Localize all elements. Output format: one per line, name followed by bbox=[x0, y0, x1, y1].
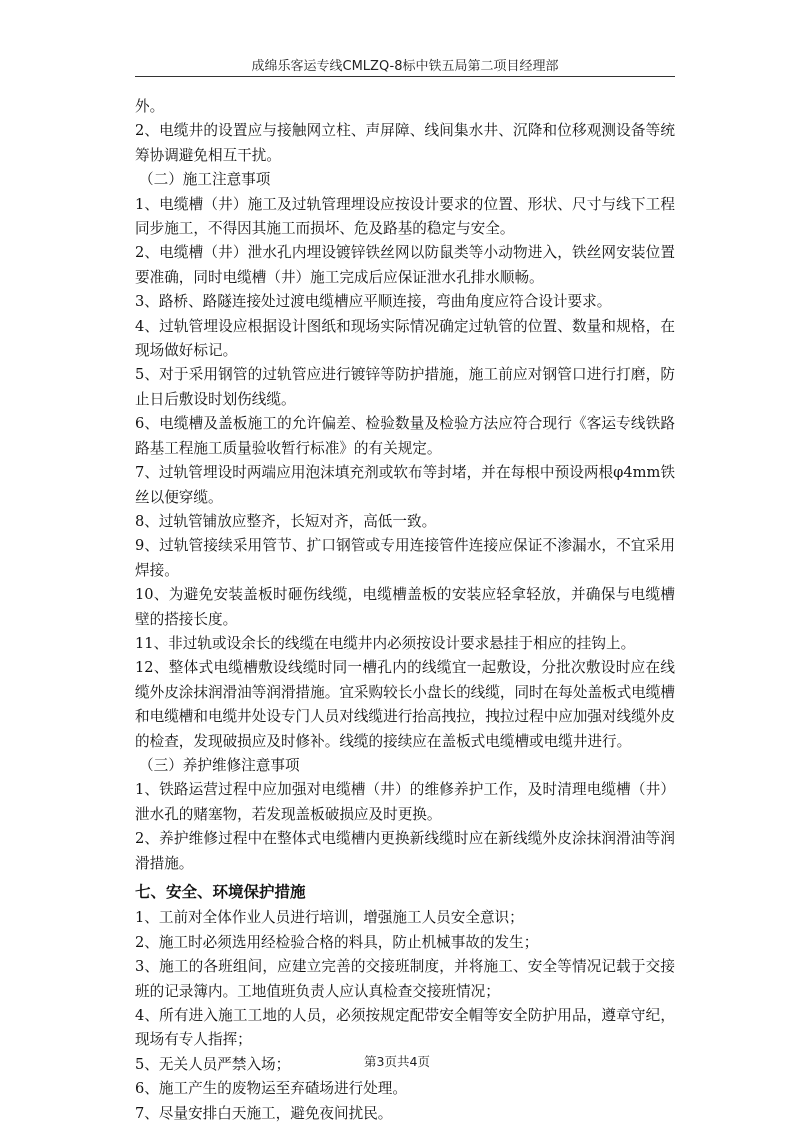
paragraph: 外。 bbox=[135, 98, 165, 115]
list-item: 6、施工产生的废物运至弃碴场进行处理。 bbox=[135, 1080, 407, 1098]
paragraph: 2、养护维修过程中在整体式电缆槽内更换新线缆时应在新线缆外皮涂抹润滑油等润滑措施。 bbox=[135, 830, 675, 872]
paragraph: 6、电缆槽及盖板施工的允许偏差、检验数量及检验方法应符合现行《客运专线铁路路基工程施工质量验收暂行标准》的有关规定。 bbox=[135, 415, 675, 457]
paragraph: 4、过轨管埋设应根据设计图纸和现场实际情况确定过轨管的位置、数量和规格，在现场做好标记。 bbox=[135, 317, 675, 360]
paragraph: 9、过轨管接续采用管节、扩口钢管或专用连接管件连接应保证不渗漏水，不宜采用焊接。 bbox=[135, 537, 675, 579]
paragraph: 8、过轨管铺放应整齐，长短对齐，高低一致。 bbox=[135, 512, 437, 530]
list-item: 4、所有进入施工工地的人员，必须按规定配带安全帽等安全防护用品，遵章守纪，现场有专人指挥； bbox=[135, 1007, 675, 1049]
paragraph: 12、整体式电缆槽敷设线缆时同一槽孔内的线缆宜一起敷设，分批次敷设时应在线缆外皮涂抹润滑油等润滑措施。宜采购较长小盘长的线缆，同时在每处盖板式电缆槽和电缆槽和电缆井处设专门人员对线缆进行抬高拽拉，拽拉过程中应加强对线缆外皮的检查，发现破损应及时修补。线缆的接续应在盖板式电缆槽或电缆井进行。 bbox=[135, 659, 675, 750]
paragraph: 11、非过轨或设余长的线缆在电缆井内必须按设计要求悬挂于相应的挂钩上。 bbox=[135, 634, 636, 652]
list-item: 1、工前对全体作业人员进行培训，增强施工人员安全意识； bbox=[135, 909, 524, 927]
document-body bbox=[135, 95, 675, 1126]
list-item: 7、尽量安排白天施工，避免夜间扰民。 bbox=[135, 1104, 393, 1122]
section-heading: 七、安全、环境保护措施 bbox=[135, 883, 306, 901]
page-header: 成绵乐客运专线CMLZQ-8标中铁五局第二项目经理部 bbox=[251, 59, 559, 74]
paragraph: 1、电缆槽（井）施工及过轨管理埋设应按设计要求的位置、形状、尺寸与线下工程同步施工，不得因其施工而损坏、危及路基的稳定与安全。 bbox=[135, 195, 675, 238]
header-divider bbox=[135, 76, 675, 77]
paragraph: 10、为避免安装盖板时砸伤线缆，电缆槽盖板的安装应轻拿轻放，并确保与电缆槽壁的搭接长度。 bbox=[135, 586, 675, 628]
paragraph: 3、路桥、路隧连接处过渡电缆槽应平顺连接，弯曲角度应符合设计要求。 bbox=[135, 293, 612, 311]
list-item: 3、施工的各班组间，应建立完善的交接班制度，并将施工、安全等情况记载于交接班的记录簿内。工地值班负责人应认真检查交接班情况； bbox=[135, 958, 675, 1000]
paragraph: 2、电缆井的设置应与接触网立柱、声屏障、线间集水井、沉降和位移观测设备等统筹协调避免相互干扰。 bbox=[135, 122, 675, 164]
paragraph: 5、对于采用钢管的过轨管应进行镀锌等防护措施，施工前应对钢管口进行打磨，防止日后敷设时划伤线缆。 bbox=[135, 366, 675, 408]
paragraph: 1、铁路运营过程中应加强对电缆槽（井）的维修养护工作，及时清理电缆槽（井）泄水孔的赌塞物，若发现盖板破损应及时更换。 bbox=[135, 781, 675, 823]
list-item: 5、无关人员严禁入场； bbox=[135, 1055, 291, 1073]
paragraph: 2、电缆槽（井）泄水孔内埋设镀锌铁丝网以防鼠类等小动物进入，铁丝网安装位置要准确，同时电缆槽（井）施工完成后应保证泄水孔排水顺畅。 bbox=[135, 244, 675, 286]
subsection-title: （三）养护维修注意事项 bbox=[139, 756, 300, 774]
paragraph: 7、过轨管埋设时两端应用泡沫填充剂或软布等封堵，并在每根中预设两根φ4mm铁丝以便穿缆。 bbox=[135, 464, 675, 506]
page-number: 第3页共4页 bbox=[364, 1054, 430, 1069]
list-item: 2、施工时必须选用经检验合格的料具，防止机械事故的发生； bbox=[135, 933, 539, 951]
subsection-title: （二）施工注意事项 bbox=[139, 171, 271, 189]
